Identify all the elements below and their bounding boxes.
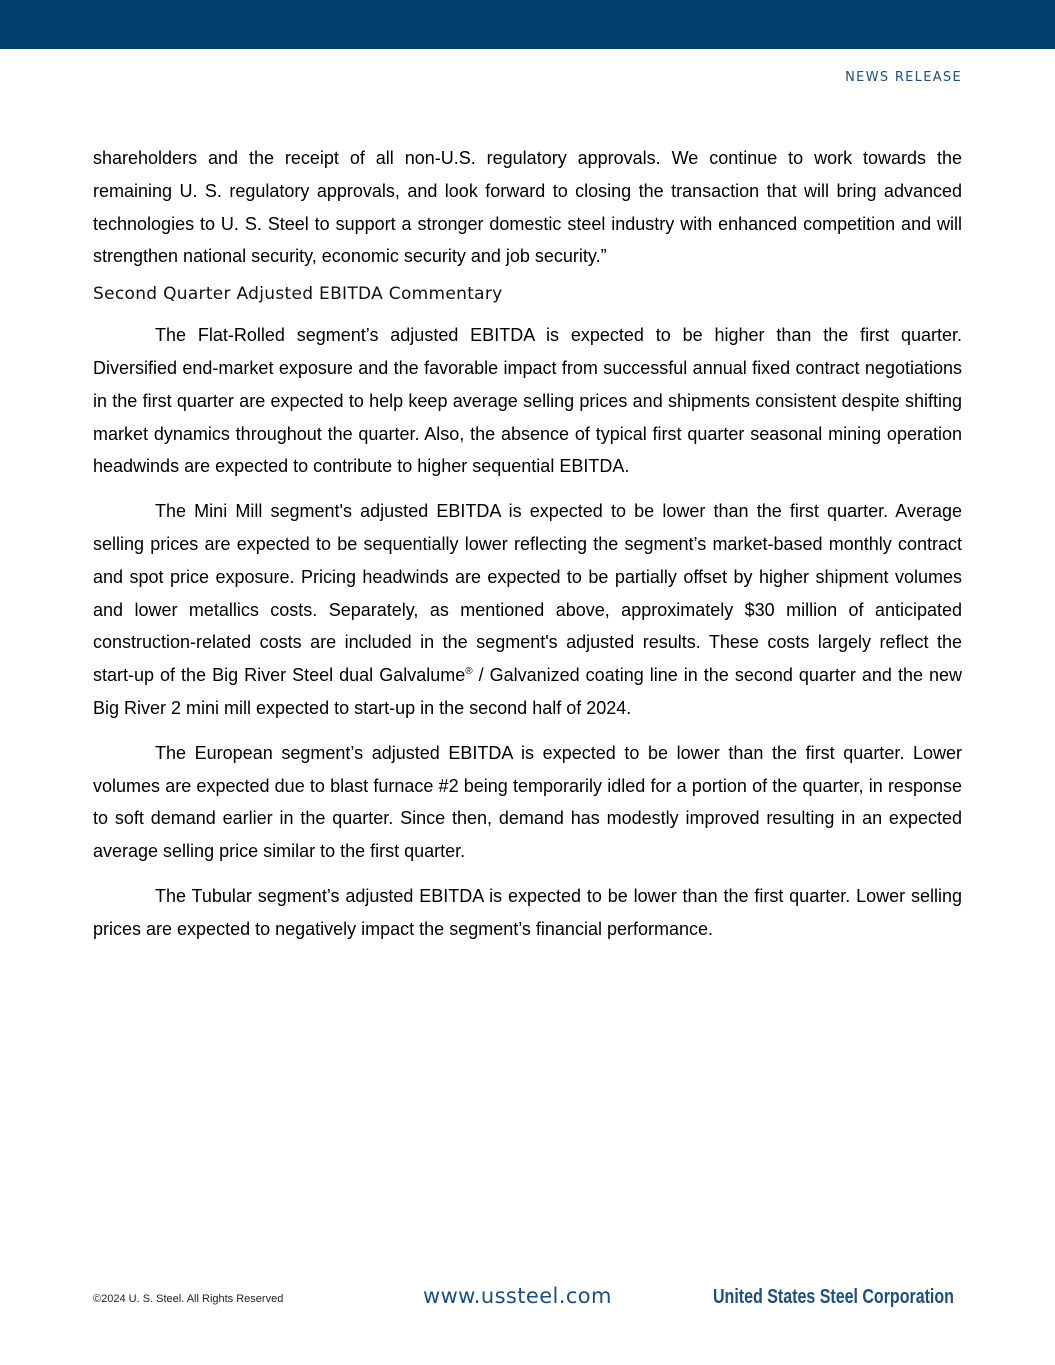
flat-rolled-paragraph: The Flat-Rolled segment’s adjusted EBITDA is expected to be higher than the first quarter. Diversified end-market exposure and the favorable impact from successful annual fixed contract negotiations in the first quarter are expected to help keep average selling prices and shipments consistent despite shifting market dynamics throughout the quarter. Also, the absence of typical first quarter seasonal mining operation headwinds are expected to contribute to higher sequential EBITDA. [93,325,962,477]
registered-mark: ® [465,666,473,678]
news-release-label: NEWS RELEASE [845,70,962,85]
document-body [93,142,962,958]
header-bar [0,0,1055,49]
company-logo: United States Steel Corporation [713,1286,954,1308]
footer-website-link[interactable]: www.ussteel.com [423,1284,612,1308]
section-heading: Second Quarter Adjusted EBITDA Commentary [93,284,503,305]
mini-mill-text-part1: The Mini Mill segment's adjusted EBITDA is expected to be lower than the first quarter. Average selling prices are expected to be sequentially lower reflecting the segment’s market-based monthly contract and spot price exposure. Pricing headwinds are expected to be partially offset by higher shipment volumes and lower metallics costs. Separately, as mentioned above, approximately $30 million of anticipated construction-related costs are included in the segment's adjusted results. These costs largely reflect the start-up of the Big River Steel dual Galvalume [93,501,962,686]
tubular-paragraph: The Tubular segment’s adjusted EBITDA is expected to be lower than the first quarter. Lower selling prices are expected to negatively impact the segment’s financial performance. [93,885,962,939]
mini-mill-text-part2: / Galvanized coating line in the second quarter and the new Big River 2 mini mill expected to start-up in the second half of 2024. [93,665,962,718]
mini-mill-paragraph [93,495,962,725]
european-paragraph: The European segment’s adjusted EBITDA is expected to be lower than the first quarter. Lower volumes are expected due to blast furnace #2 being temporarily idled for a portion of the quarter, in response to soft demand earlier in the quarter. Since then, demand has modestly improved resulting in an expected average selling price similar to the first quarter. [93,742,962,862]
footer-copyright: ©2024 U. S. Steel. All Rights Reserved [93,1293,284,1305]
intro-paragraph: shareholders and the receipt of all non-U.S. regulatory approvals. We continue to work towards the remaining U. S. regulatory approvals, and look forward to closing the transaction that will bring advanced technologies to U. S. Steel to support a stronger domestic steel industry with enhanced competition and will strengthen national security, economic security and job security.” [93,148,962,267]
